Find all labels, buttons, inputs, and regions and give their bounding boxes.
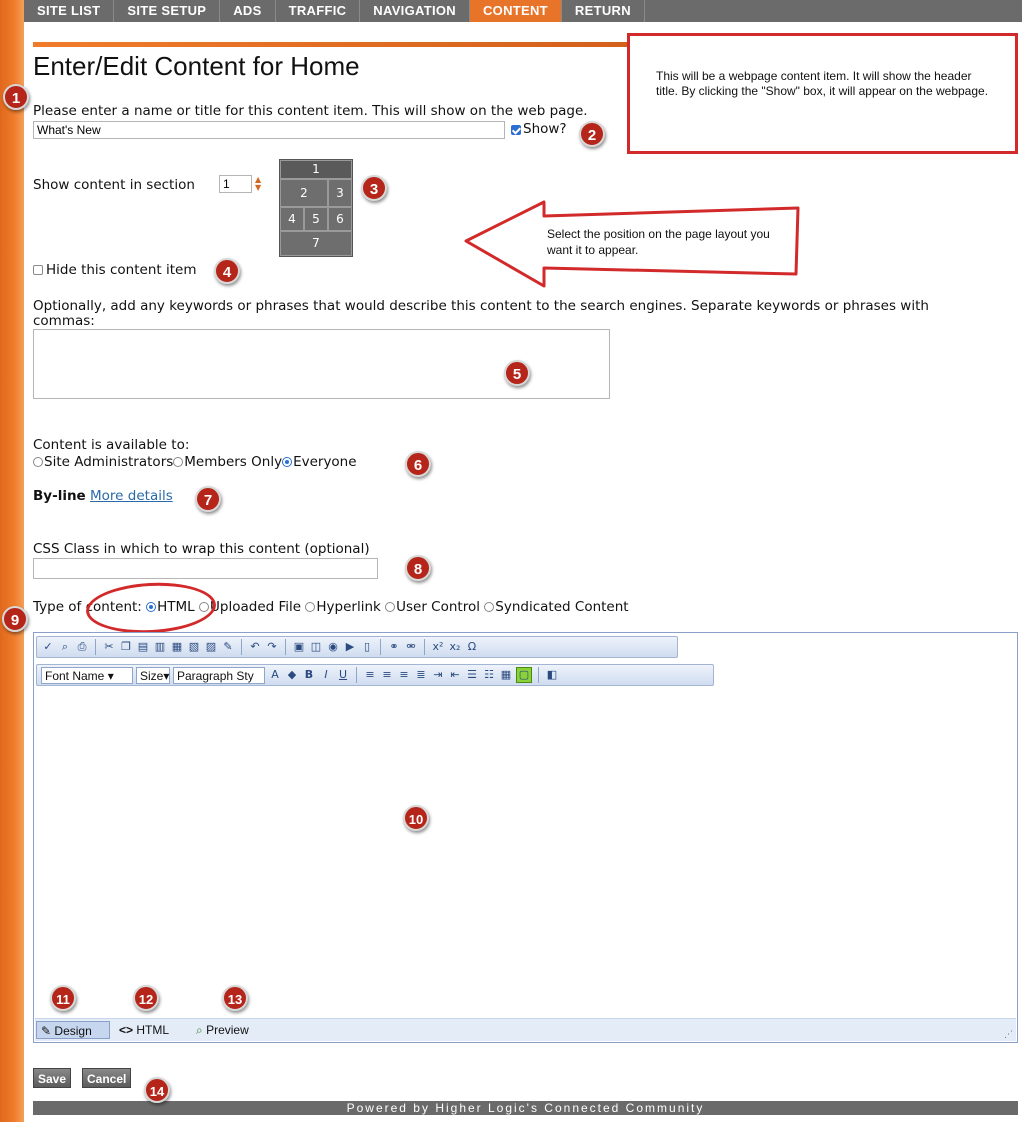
option-user-control[interactable]: User Control xyxy=(396,599,480,615)
content-type-label: Type of content: xyxy=(33,599,142,615)
redo-icon[interactable]: ↷ xyxy=(267,640,277,653)
step-badge-9: 9 xyxy=(2,606,28,632)
find-icon[interactable]: ⌕ xyxy=(61,640,69,653)
layout-cell-2[interactable]: 2 xyxy=(280,179,328,207)
outdent-icon[interactable]: ⇤ xyxy=(450,668,460,681)
section-layout-grid xyxy=(279,159,353,257)
css-class-label: CSS Class in which to wrap this content (optional) xyxy=(33,541,370,557)
hide-label: Hide this content item xyxy=(46,262,197,278)
nav-return[interactable]: RETURN xyxy=(562,0,645,22)
nav-site-list[interactable]: SITE LIST xyxy=(24,0,114,22)
layout-cell-6[interactable]: 6 xyxy=(328,207,352,231)
availability-label: Content is available to: xyxy=(33,437,190,453)
option-site-administrators[interactable]: Site Administrators xyxy=(44,454,174,470)
paste-special-icon[interactable]: ▨ xyxy=(205,640,217,653)
image-manager-icon[interactable]: ▣ xyxy=(293,640,305,653)
step-badge-4: 4 xyxy=(214,258,240,284)
option-everyone[interactable]: Everyone xyxy=(293,454,357,470)
paste-text-icon[interactable]: ▥ xyxy=(154,640,166,653)
step-badge-3: 3 xyxy=(361,175,387,201)
toggle-borders-icon[interactable]: ▢ xyxy=(516,667,532,683)
step-badge-2: 2 xyxy=(579,121,605,147)
editor-mode-bar xyxy=(35,1018,1016,1041)
cut-icon[interactable]: ✂ xyxy=(104,640,114,653)
availability-options xyxy=(33,454,357,470)
step-badge-1: 1 xyxy=(3,84,29,110)
resize-grip-icon[interactable]: ⋰ xyxy=(1004,1030,1013,1040)
radio-hyperlink[interactable] xyxy=(305,602,315,612)
option-syndicated-content[interactable]: Syndicated Content xyxy=(495,599,629,615)
preview-mode-tab[interactable]: ⌕ Preview xyxy=(196,1023,249,1037)
section-select[interactable] xyxy=(219,175,252,193)
footer-powered-by: Powered by Higher Logic's Connected Community xyxy=(33,1101,1018,1115)
step-badge-7: 7 xyxy=(195,486,221,512)
nav-site-setup[interactable]: SITE SETUP xyxy=(114,0,220,22)
css-class-input[interactable] xyxy=(33,558,378,579)
option-html[interactable]: HTML xyxy=(157,599,195,615)
fore-color-icon[interactable]: A xyxy=(271,668,279,681)
step-badge-11: 11 xyxy=(50,985,76,1011)
radio-members-only[interactable] xyxy=(173,457,183,467)
radio-site-administrators[interactable] xyxy=(33,457,43,467)
layout-cell-5[interactable]: 5 xyxy=(304,207,328,231)
step-badge-5: 5 xyxy=(504,360,530,386)
link-icon[interactable]: ⚭ xyxy=(389,640,399,653)
option-members-only[interactable]: Members Only xyxy=(184,454,283,470)
symbols-icon[interactable]: Ω xyxy=(467,640,477,653)
rich-text-editor xyxy=(33,632,1018,1043)
option-hyperlink[interactable]: Hyperlink xyxy=(316,599,381,615)
byline-more-details-link[interactable]: More details xyxy=(90,488,173,504)
layout-cell-3[interactable]: 3 xyxy=(328,179,352,207)
callout-position-note: Select the position on the page layout you want it to appear. xyxy=(547,227,770,257)
paste-html-icon[interactable]: ▧ xyxy=(188,640,200,653)
cancel-button[interactable]: Cancel xyxy=(82,1068,131,1088)
flash-icon[interactable]: ◉ xyxy=(328,640,338,653)
step-badge-12: 12 xyxy=(133,985,159,1011)
step-badge-13: 13 xyxy=(222,985,248,1011)
radio-user-control[interactable] xyxy=(385,602,395,612)
section-label: Show content in section xyxy=(33,177,195,193)
pencil-icon: ✎ xyxy=(41,1024,52,1038)
layout-cell-1[interactable]: 1 xyxy=(280,160,352,179)
bold-icon[interactable]: B xyxy=(304,668,314,681)
nav-content[interactable]: CONTENT xyxy=(470,0,562,22)
step-badge-10: 10 xyxy=(403,805,429,831)
back-color-icon[interactable]: ◆ xyxy=(287,668,297,681)
content-name-input[interactable] xyxy=(33,121,505,139)
bullet-list-icon[interactable]: ☷ xyxy=(484,668,494,681)
name-prompt: Please enter a name or title for this content item. This will show on the web page. xyxy=(33,103,588,119)
spellcheck-icon[interactable]: ✓ xyxy=(43,640,53,653)
format-stripper-icon[interactable]: ✎ xyxy=(223,640,233,653)
indent-icon[interactable]: ⇥ xyxy=(433,668,443,681)
step-badge-6: 6 xyxy=(405,451,431,477)
nav-navigation[interactable]: NAVIGATION xyxy=(360,0,470,22)
document-icon[interactable]: ▯ xyxy=(363,640,371,653)
nav-ads[interactable]: ADS xyxy=(220,0,275,22)
show-checkbox[interactable] xyxy=(511,125,521,135)
image-map-icon[interactable]: ◫ xyxy=(310,640,322,653)
radio-everyone[interactable] xyxy=(282,457,292,467)
show-label: Show? xyxy=(523,121,567,137)
paragraph-style-dropdown[interactable]: Paragraph Sty xyxy=(173,667,265,684)
underline-icon[interactable]: U xyxy=(338,668,348,681)
undo-icon[interactable]: ↶ xyxy=(250,640,260,653)
paste-word-icon[interactable]: ▦ xyxy=(171,640,183,653)
subscript-icon[interactable]: x₂ xyxy=(449,640,461,653)
html-highlight-ellipse xyxy=(85,580,217,637)
superscript-icon[interactable]: x² xyxy=(432,640,444,653)
align-left-icon[interactable]: ≡ xyxy=(365,668,375,681)
top-nav xyxy=(24,0,1022,22)
code-icon: <> xyxy=(119,1023,134,1037)
print-icon[interactable]: ⎙ xyxy=(77,640,87,653)
option-uploaded-file[interactable]: Uploaded File xyxy=(210,599,302,615)
layout-cell-7[interactable]: 7 xyxy=(280,231,352,256)
save-button[interactable]: Save xyxy=(33,1068,71,1088)
font-size-dropdown[interactable]: Size▾ xyxy=(136,667,170,684)
module-manager-icon[interactable]: ◧ xyxy=(546,668,558,681)
editor-toolbar-top xyxy=(36,636,678,658)
justify-icon[interactable]: ≣ xyxy=(416,668,426,681)
html-mode-tab[interactable]: <> HTML xyxy=(119,1023,170,1037)
step-badge-8: 8 xyxy=(405,555,431,581)
align-center-icon[interactable]: ≡ xyxy=(382,668,392,681)
magnifier-icon: ⌕ xyxy=(196,1023,203,1037)
byline-row xyxy=(33,488,173,504)
layout-cell-4[interactable]: 4 xyxy=(280,207,304,231)
left-accent-bar xyxy=(0,0,24,1122)
unlink-icon[interactable]: ⚮ xyxy=(406,640,416,653)
hide-checkbox[interactable] xyxy=(33,265,43,275)
media-icon[interactable]: ▶ xyxy=(345,640,355,653)
design-mode-tab[interactable]: ✎ Design xyxy=(36,1021,110,1039)
copy-icon[interactable]: ❐ xyxy=(121,640,131,653)
callout-title-note: This will be a webpage content item. It will show the header title. By clicking the "Show" box, it will appear on the webpage. xyxy=(627,33,1018,154)
paste-icon[interactable]: ▤ xyxy=(137,640,149,653)
keywords-prompt: Optionally, add any keywords or phrases that would describe this content to the search engines. Separate keywords or phrases with xyxy=(33,298,929,314)
font-name-dropdown[interactable]: Font Name ▾ xyxy=(41,667,133,684)
section-stepper-icon[interactable]: ▲ ▼ xyxy=(255,175,262,192)
page-title: Enter/Edit Content for Home xyxy=(33,51,360,81)
radio-syndicated-content[interactable] xyxy=(484,602,494,612)
editor-toolbar-format xyxy=(36,664,714,686)
keywords-prompt-cont: commas: xyxy=(33,313,95,329)
step-badge-14: 14 xyxy=(144,1077,170,1103)
byline-label: By-line xyxy=(33,488,86,504)
table-icon[interactable]: ▦ xyxy=(500,668,512,681)
italic-icon[interactable]: I xyxy=(324,668,328,681)
numbered-list-icon[interactable]: ☰ xyxy=(467,668,477,681)
nav-traffic[interactable]: TRAFFIC xyxy=(276,0,361,22)
editor-content-area[interactable] xyxy=(35,691,1016,1018)
align-right-icon[interactable]: ≡ xyxy=(399,668,409,681)
